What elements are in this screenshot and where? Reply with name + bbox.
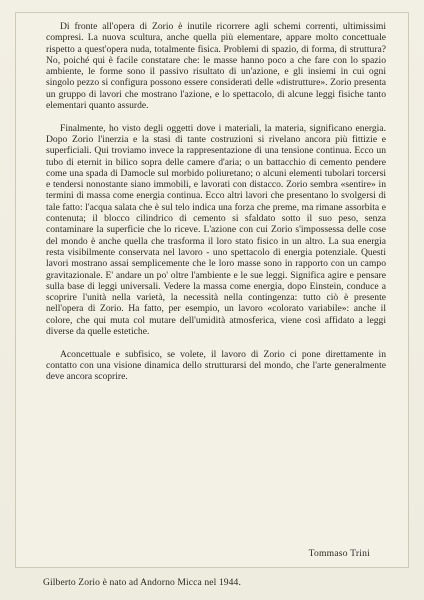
essay-paragraph-2: Finalmente, ho visto degli oggetti dove i materiali, la materia, significano energia. Dopo Zorio l'inerzia e la stasi di tante costruzioni si rivelano ancora più fittizie e superficiali. Qui troviamo invece la rappresentazione di una tensione continua. Ecco un tubo di eternit in bilico sopra delle camere d'aria; o un battacchio di cemento pendere come una spada di Damocle sul morbido poliuretano; o alcuni elementi tubolari torcersi e tendersi nonostante siano immobili, e lavorati con distacco. Zorio sembra «sentire» in termini di massa come energia continua. Ecco altri lavori che presentano lo svolgersi di tale fatto: l'acqua salata che è sul telo indica una forza che preme, ma rimane assorbita e contenuta; il blocco cilindrico di cemento si sfaldato sotto il suo peso, senza contaminare la superficie che lo riceve. L'azione con cui Zorio s'impossessa delle cose del mondo è anche quella che trasforma il loro stato fisico in un altro. La sua energia resta visibilmente conservata nel lavoro - uno spettacolo di energia potenziale. Questi lavori mostrano assai semplicemente che le loro masse sono in rapporto con un campo gravitazionale. E' andare un po' oltre l'ambiente e le sue leggi. Significa agire e pensare sulla base di leggi universali. Vedere la massa come energia, dopo Einstein, conduce a scoprire l'unità nella varietà, la necessità nella contingenza: tutto ciò è presente nell'opera di Zorio. Ha fatto, per esempio, un lavoro «colorato variabile»: anche il colore, che qui muta col mutare dell'umidità atmosferica, viene così affidato a leggi diverse da quelle estetiche.	[46, 122, 386, 338]
author-signature: Tommaso Trini	[308, 548, 370, 559]
essay-text	[46, 21, 386, 383]
artist-birth-note: Gilberto Zorio è nato ad Andorno Micca nel 1944.	[43, 577, 241, 588]
essay-paragraph-3: Aconcettuale e subfisico, se volete, il lavoro di Zorio ci pone direttamente in contatto con una visione dinamica dello strutturarsi del mondo, che l'arte generalmente deve ancora scoprire.	[46, 348, 386, 383]
essay-paragraph-1: Di fronte all'opera di Zorio è inutile ricorrere agli schemi correnti, ultimissimi compresi. La nuova scultura, anche quella più elementare, appare molto concettuale rispetto a quest'opera nuda, totalmente fisica. Problemi di spazio, di forma, di struttura? No, poiché qui è facile constatare che: le masse hanno poco a che fare con lo spazio ambiente, le forme sono il passivo risultato di un'azione, e gli insiemi in cui ogni singolo pezzo si configura possono essere considerati delle «distrutture». Zorio presenta un gruppo di lavori che mostrano l'azione, e lo spettacolo, di alcune leggi fisiche tanto elementari quanto assurde.	[46, 21, 386, 112]
